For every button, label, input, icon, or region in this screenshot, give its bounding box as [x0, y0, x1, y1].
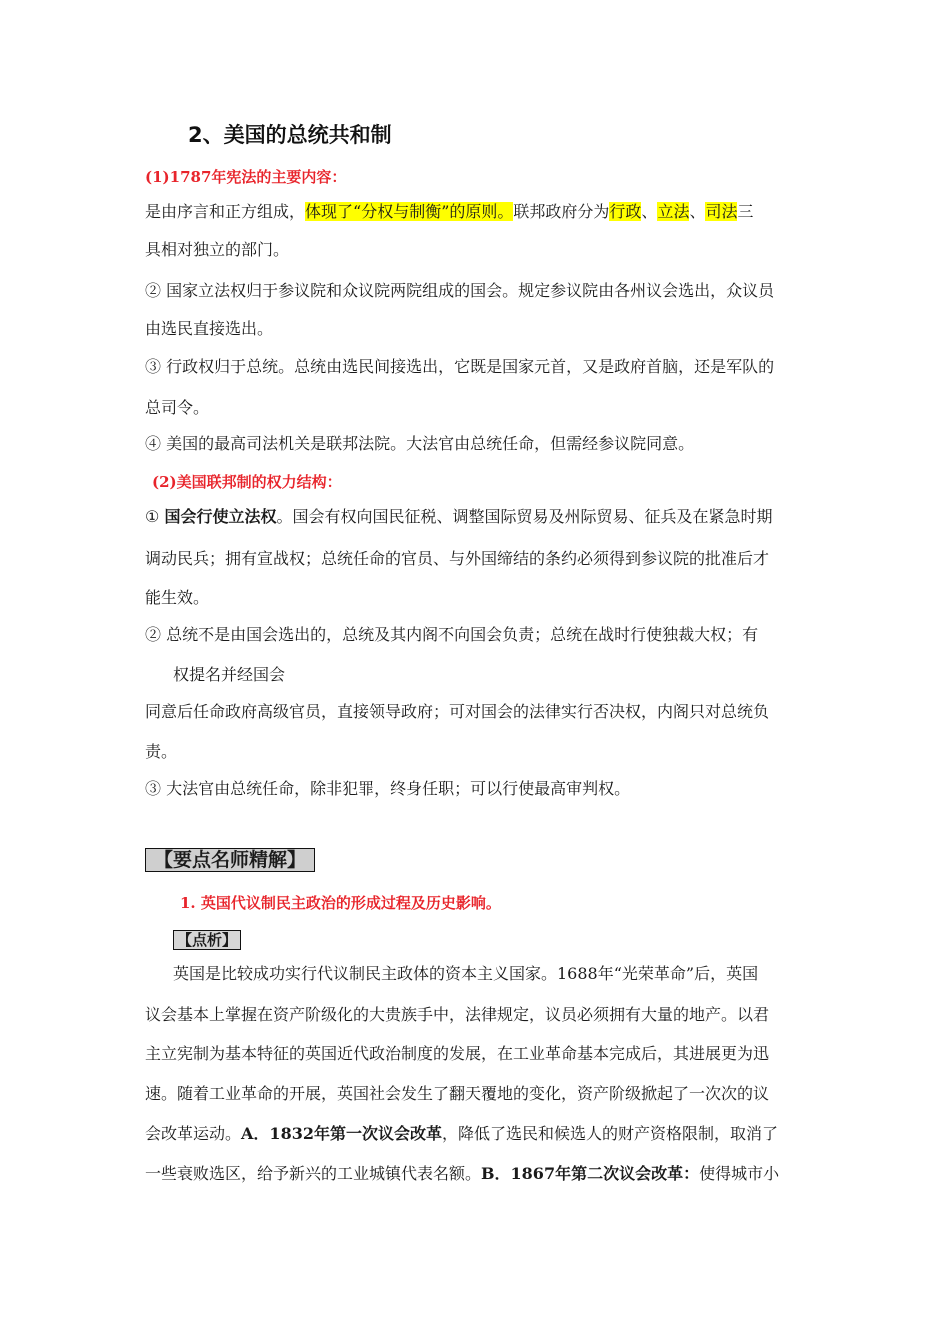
highlighted-text: 体现了“分权与制衡”的原则。 [305, 202, 514, 221]
highlighted-text: 司法 [705, 202, 738, 221]
paragraph-line: 具相对独立的部门。 [145, 240, 290, 259]
paragraph-line [145, 1163, 779, 1185]
bold-phrase: B．1867年第二次议会改革： [481, 1164, 700, 1183]
section-heading: 2、美国的总统共和制 [188, 123, 392, 147]
analysis-tag: 【点析】 [173, 930, 241, 950]
key-points-title: 【要点名师精解】 [145, 848, 315, 872]
text-run: 。国会有权向国民征税、调整国际贸易及州际贸易、征兵及在紧急时期 [276, 507, 773, 526]
section-title-box [145, 847, 315, 873]
text-run: ，降低了选民和候选人的财产资格限制，取消了 [441, 1124, 778, 1143]
list-number: ① [145, 507, 165, 526]
text-run: 三 [737, 202, 754, 221]
point-heading: 1. 英国代议制民主政治的形成过程及历史影响。 [180, 894, 501, 912]
list-item-continued: 责。 [145, 742, 178, 761]
list-item: ② 国家立法权归于参议院和众议院两院组成的国会。规定参议院由各州议会选出，众议员 [145, 281, 775, 300]
highlighted-text: 立法 [657, 202, 690, 221]
paragraph-line: 议会基本上掌握在资产阶级化的大贵族手中，法律规定，议员必须拥有大量的地产。以君 [145, 1005, 770, 1024]
list-item-continued: 由选民直接选出。 [145, 319, 274, 338]
text-run: 、 [641, 202, 658, 221]
list-item-continued: 调动民兵；拥有宣战权；总统任命的官员、与外国缔结的条约必须得到参议院的批准后才 [145, 549, 770, 568]
list-item-continued: 总司令。 [145, 398, 210, 417]
text-run: 、 [689, 202, 706, 221]
paragraph-line [145, 201, 754, 223]
subheading-constitution: (1)1787年宪法的主要内容： [145, 168, 347, 186]
bold-phrase: A．1832年第一次议会改革 [241, 1124, 442, 1143]
list-item: ③ 行政权归于总统。总统由选民间接选出，它既是国家元首，又是政府首脑，还是军队的 [145, 357, 775, 376]
text-run: 是由序言和正方组成， [145, 202, 306, 221]
list-item: ② 总统不是由国会选出的，总统及其内阁不向国会负责；总统在战时行使独裁大权；有 [145, 625, 759, 644]
paragraph-line [145, 1123, 778, 1145]
highlighted-text: 行政 [609, 202, 642, 221]
text-run: 使得城市小 [699, 1164, 780, 1183]
list-item-continued: 权提名并经国会 [173, 665, 286, 684]
text-run: 会改革运动。 [145, 1124, 242, 1143]
list-item-continued: 能生效。 [145, 588, 210, 607]
list-item: ④ 美国的最高司法机关是联邦法院。大法官由总统任命，但需经参议院同意。 [145, 434, 695, 453]
analysis-tag-wrapper [173, 929, 241, 951]
paragraph-line: 速。随着工业革命的开展，英国社会发生了翻天覆地的变化，资产阶级掀起了一次次的议 [145, 1084, 770, 1103]
bold-phrase: 国会行使立法权 [164, 507, 277, 526]
list-item-continued: 同意后任命政府高级官员，直接领导政府；可对国会的法律实行否决权，内阁只对总统负 [145, 702, 770, 721]
paragraph-line: 主立宪制为基本特征的英国近代政治制度的发展，在工业革命基本完成后，其进展更为迅 [145, 1044, 770, 1063]
list-item [145, 506, 772, 528]
paragraph-line: 英国是比较成功实行代议制民主政体的资本主义国家。1688年“光荣革命”后，英国 [173, 964, 759, 983]
list-item: ③ 大法官由总统任命，除非犯罪，终身任职；可以行使最高审判权。 [145, 779, 631, 798]
text-run: 一些衰败选区，给予新兴的工业城镇代表名额。 [145, 1164, 482, 1183]
text-run: 联邦政府分为 [513, 202, 610, 221]
subheading-federal-structure: (2)美国联邦制的权力结构： [152, 473, 342, 491]
